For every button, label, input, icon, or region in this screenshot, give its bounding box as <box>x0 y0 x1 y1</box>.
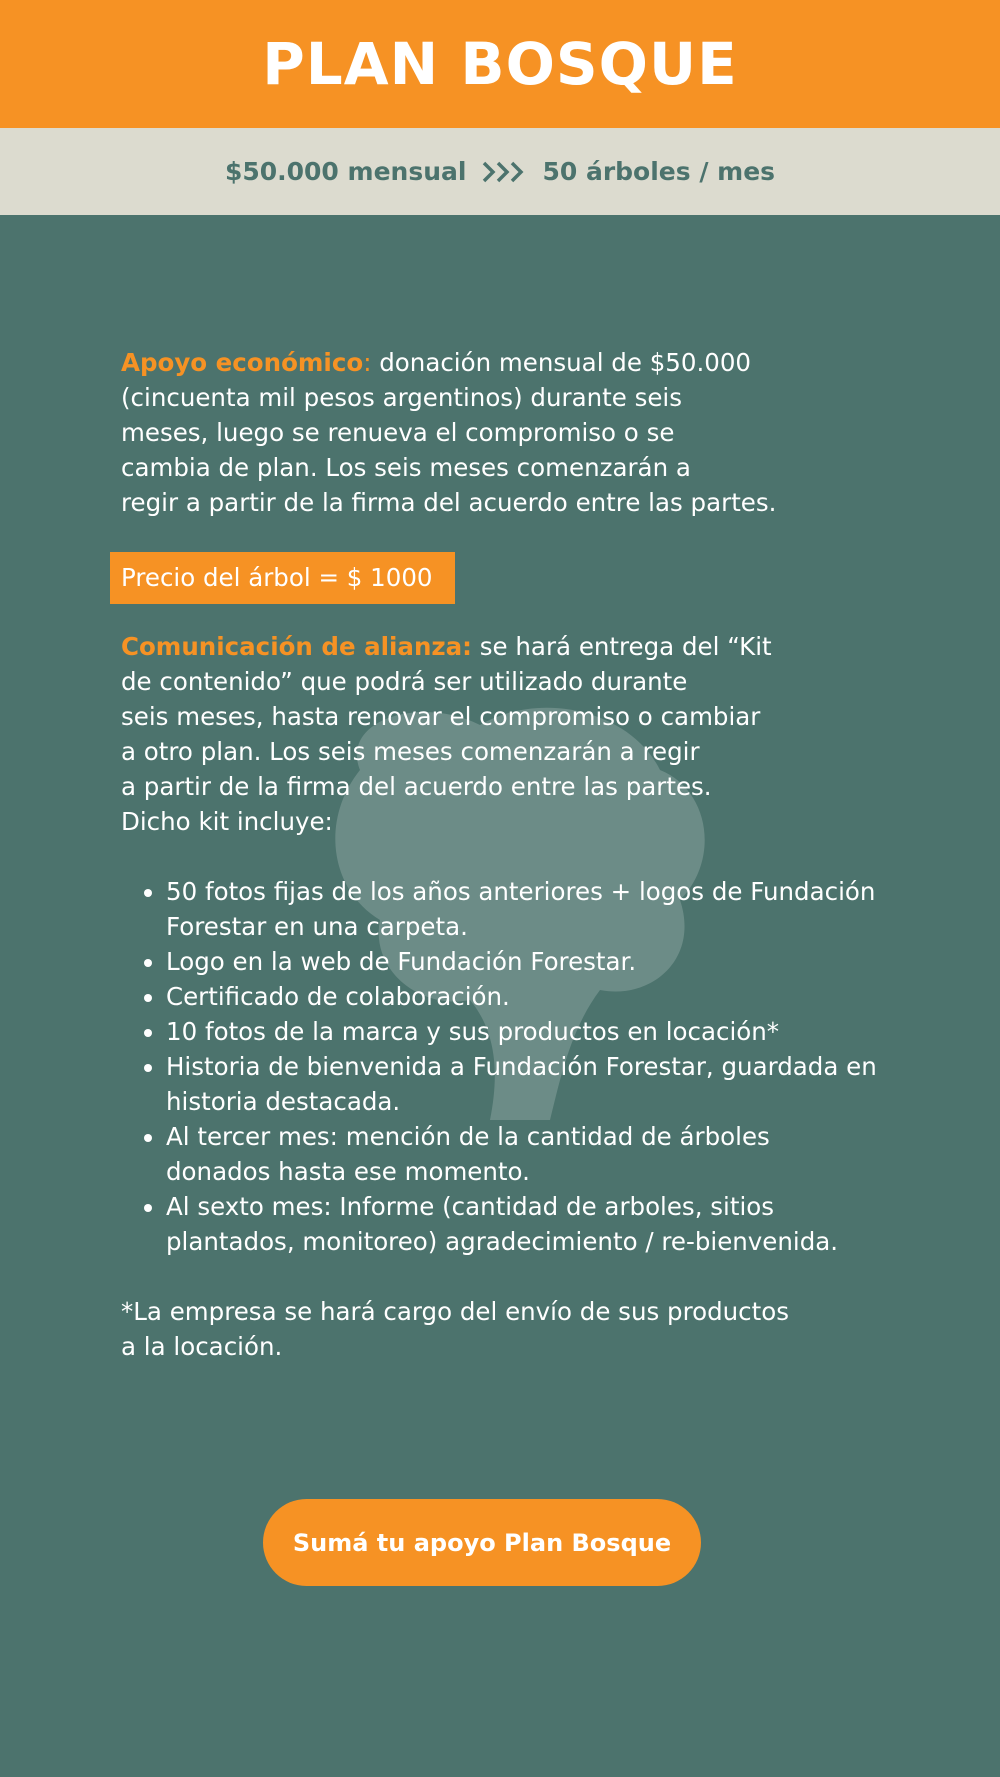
alliance-line: de contenido” que podrá ser utilizado durante <box>121 667 688 696</box>
alliance-line: se hará entrega del “Kit <box>471 632 772 661</box>
kit-item: • 50 fotos fijas de los años anteriores + logos de Fundación Forestar en una carpeta. <box>166 874 881 944</box>
economic-support-line: regir a partir de la firma del acuerdo entre las partes. <box>121 488 777 517</box>
alliance-label: Comunicación de alianza: <box>121 632 472 661</box>
footnote-line: a la locación. <box>121 1332 283 1361</box>
economic-support-line: donación mensual de $50.000 <box>371 348 752 377</box>
support-plan-button[interactable]: Sumá tu apoyo Plan Bosque <box>263 1499 701 1586</box>
plan-summary-bar <box>0 128 1000 215</box>
economic-support-label: Apoyo económico <box>121 348 364 377</box>
economic-support-section <box>121 345 881 520</box>
monthly-price: $50.000 mensual <box>224 157 467 186</box>
kit-item: • Al tercer mes: mención de la cantidad de árboles donados hasta ese momento. <box>166 1119 881 1189</box>
economic-support-line: cambia de plan. Los seis meses comenzarán a <box>121 453 691 482</box>
economic-support-line: (cincuenta mil pesos argentinos) durante seis <box>121 383 682 412</box>
economic-support-paragraph <box>121 345 881 520</box>
alliance-line: Dicho kit incluye: <box>121 807 333 836</box>
alliance-line: a otro plan. Los seis meses comenzarán a regir <box>121 737 700 766</box>
shipping-footnote <box>121 1294 881 1364</box>
kit-items-list <box>121 874 881 1259</box>
alliance-communication-section <box>121 629 881 1364</box>
kit-item: • Historia de bienvenida a Fundación Forestar, guardada en historia destacada. <box>166 1049 881 1119</box>
header-banner <box>0 0 1000 128</box>
tree-price-badge: Precio del árbol = $ 1000 <box>110 552 455 604</box>
alliance-line: seis meses, hasta renovar el compromiso o cambiar <box>121 702 761 731</box>
alliance-paragraph <box>121 629 881 839</box>
kit-item: • Al sexto mes: Informe (cantidad de arboles, sitios plantados, monitoreo) agradecimiento / re-bienvenida. <box>166 1189 881 1259</box>
footnote-line: *La empresa se hará cargo del envío de sus productos <box>121 1297 790 1326</box>
economic-support-colon: : <box>363 348 372 377</box>
kit-item: • Logo en la web de Fundación Forestar. <box>166 944 881 979</box>
kit-item: • 10 fotos de la marca y sus productos en locación* <box>166 1014 881 1049</box>
page-title: PLAN BOSQUE <box>262 30 738 98</box>
alliance-line: a partir de la firma del acuerdo entre las partes. <box>121 772 712 801</box>
triple-chevron-right-icon <box>482 160 528 184</box>
kit-item: • Certificado de colaboración. <box>166 979 881 1014</box>
trees-per-month: 50 árboles / mes <box>542 157 776 186</box>
economic-support-line: meses, luego se renueva el compromiso o se <box>121 418 675 447</box>
